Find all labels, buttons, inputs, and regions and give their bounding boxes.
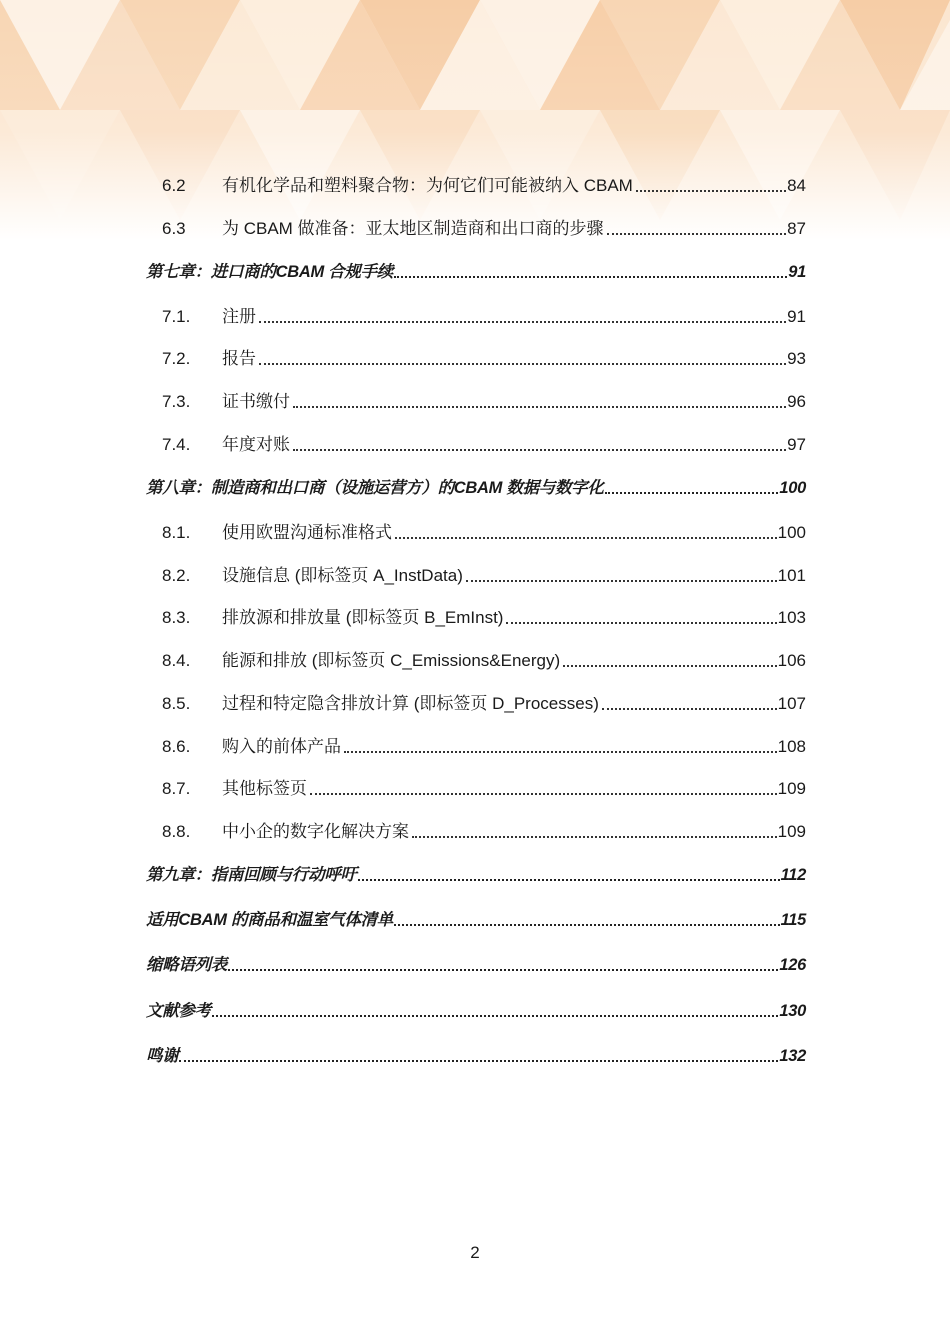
toc-entry-page: 108 — [777, 737, 806, 756]
toc-entry-page: 93 — [787, 349, 806, 368]
toc-entry-page: 101 — [777, 566, 806, 585]
toc-entry-title: 年度对账 — [222, 435, 290, 454]
toc-entry-title: 有机化学品和塑料聚合物：为何它们可能被纳入 CBAM — [222, 176, 633, 195]
toc-entry-page: 97 — [787, 435, 806, 454]
toc-entry[interactable] — [146, 732, 806, 758]
toc-entry-number: 7.2. — [162, 349, 191, 368]
toc-entry-title: 注册 — [222, 307, 256, 326]
toc-chapter[interactable] — [146, 473, 806, 499]
toc-entry-number: 8.1. — [162, 523, 191, 542]
toc-entry-page: 100 — [777, 523, 806, 542]
toc-entry-number: 8.7. — [162, 779, 191, 798]
toc-entry[interactable] — [146, 518, 806, 544]
toc-entry[interactable] — [146, 646, 806, 672]
toc-entry-number: 8.2. — [162, 566, 191, 585]
toc-chapter-title: 缩略语列表 — [146, 956, 228, 974]
toc-dot-leader — [179, 1060, 778, 1062]
decorative-header-triangles — [0, 0, 950, 240]
toc-entry-page: 109 — [777, 779, 806, 798]
toc-dot-leader — [563, 665, 776, 667]
toc-chapter[interactable] — [146, 950, 806, 976]
toc-entry-page: 87 — [787, 219, 806, 238]
toc-chapter[interactable] — [146, 257, 806, 283]
toc-dot-leader — [607, 233, 787, 235]
toc-dot-leader — [344, 751, 777, 753]
toc-entry-page: 106 — [777, 651, 806, 670]
toc-dot-leader — [605, 492, 779, 494]
toc-entry[interactable] — [146, 561, 806, 587]
toc-entry-number: 7.4. — [162, 435, 191, 454]
toc-chapter[interactable] — [146, 1041, 806, 1067]
toc-dot-leader — [506, 622, 776, 624]
toc-dot-leader — [395, 537, 777, 539]
toc-entry-number: 8.5. — [162, 694, 191, 713]
toc-chapter[interactable] — [146, 905, 806, 931]
toc-dot-leader — [310, 793, 777, 795]
toc-entry-page: 91 — [787, 307, 806, 326]
toc-entry[interactable] — [146, 774, 806, 800]
toc-dot-leader — [358, 879, 780, 881]
toc-entry[interactable] — [146, 302, 806, 328]
toc-entry-number: 8.3. — [162, 608, 191, 627]
toc-entry-title: 使用欧盟沟通标准格式 — [222, 523, 392, 542]
toc-entry-page: 84 — [787, 176, 806, 195]
toc-dot-leader — [394, 924, 780, 926]
toc-dot-leader — [394, 276, 787, 278]
toc-entry-number: 8.6. — [162, 737, 191, 756]
toc-entry[interactable] — [146, 430, 806, 456]
toc-chapter-page: 115 — [780, 911, 806, 929]
toc-entry-title: 报告 — [222, 349, 256, 368]
toc-dot-leader — [636, 190, 786, 192]
toc-dot-leader — [212, 1015, 779, 1017]
toc-chapter-title: 第九章：指南回顾与行动呼吁 — [146, 866, 357, 884]
toc-chapter[interactable] — [146, 860, 806, 886]
toc-entry-title: 能源和排放 (即标签页 C_Emissions&Energy) — [222, 651, 561, 670]
toc-entry-number: 7.1. — [162, 307, 191, 326]
toc-dot-leader — [259, 363, 786, 365]
toc-entry-page: 107 — [777, 694, 806, 713]
toc-entry[interactable] — [146, 817, 806, 843]
toc-entry-number: 6.2 — [162, 176, 186, 195]
toc-entry[interactable] — [146, 171, 806, 197]
toc-chapter[interactable] — [146, 996, 806, 1022]
toc-entry-number: 6.3 — [162, 219, 186, 238]
toc-chapter-page: 126 — [779, 956, 806, 974]
toc-entry[interactable] — [146, 689, 806, 715]
toc-dot-leader — [293, 449, 786, 451]
toc-entry-number: 8.8. — [162, 822, 191, 841]
toc-chapter-title: 文献参考 — [146, 1002, 211, 1020]
toc-entry-title: 过程和特定隐含排放计算 (即标签页 D_Processes) — [222, 694, 599, 713]
toc-chapter-title: 鸣谢 — [146, 1047, 179, 1065]
toc-entry-title: 中小企的数字化解决方案 — [222, 822, 409, 841]
toc-entry-page: 103 — [777, 608, 806, 627]
toc-entry-title: 证书缴付 — [222, 392, 290, 411]
toc-dot-leader — [412, 836, 777, 838]
toc-chapter-page: 130 — [779, 1002, 806, 1020]
toc-dot-leader — [602, 708, 777, 710]
toc-entry-page: 109 — [777, 822, 806, 841]
toc-entry-title: 设施信息 (即标签页 A_InstData) — [222, 566, 463, 585]
toc-dot-leader — [293, 406, 786, 408]
toc-entry[interactable] — [146, 214, 806, 240]
toc-chapter-page: 91 — [788, 263, 806, 281]
toc-entry-title: 为 CBAM 做准备：亚太地区制造商和出口商的步骤 — [222, 219, 604, 238]
toc-dot-leader — [259, 321, 786, 323]
toc-entry-number: 8.4. — [162, 651, 191, 670]
toc-chapter-title: 第七章：进口商的CBAM 合规手续 — [146, 263, 393, 281]
toc-dot-leader — [466, 580, 777, 582]
toc-chapter-page: 100 — [779, 479, 806, 497]
toc-entry-page: 96 — [787, 392, 806, 411]
toc-entry-number: 7.3. — [162, 392, 191, 411]
page-number: 2 — [470, 1243, 480, 1262]
toc-dot-leader — [228, 969, 778, 971]
toc-chapter-title: 第八章：制造商和出口商（设施运营方）的CBAM 数据与数字化 — [146, 479, 604, 497]
toc-entry[interactable] — [146, 603, 806, 629]
toc-entry-title: 排放源和排放量 (即标签页 B_EmInst) — [222, 608, 504, 627]
toc-chapter-page: 132 — [779, 1047, 806, 1065]
toc-entry-title: 其他标签页 — [222, 779, 307, 798]
toc-entry-title: 购入的前体产品 — [222, 737, 341, 756]
toc-chapter-page: 112 — [780, 866, 806, 884]
toc-entry[interactable] — [146, 387, 806, 413]
toc-entry[interactable] — [146, 344, 806, 370]
toc-chapter-title: 适用CBAM 的商品和温室气体清单 — [146, 911, 393, 929]
